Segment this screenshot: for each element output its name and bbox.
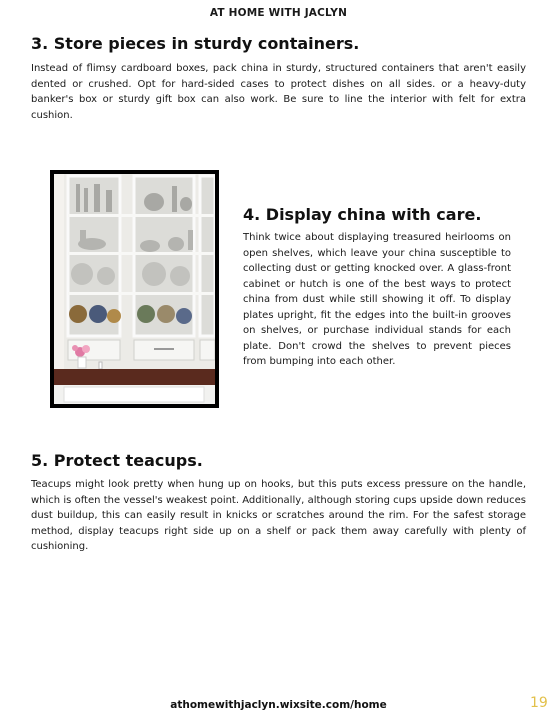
section-3-heading: 3. Store pieces in sturdy containers. <box>31 34 360 53</box>
section-4-body: Think twice about displaying treasured heirlooms on open shelves, which leave your china susceptible to collecting dust or getting knocked over. A glass-front cabinet or hutch is one of the best ways to protect china from dust while still showing it off. To display plates upright, fit the edges into the built-in grooves on shelves, or purchase individual stands for each plate. Don't crowd the shelves to prevent pieces from bumping into each other. <box>243 232 511 367</box>
china-cabinet-photo <box>50 170 219 408</box>
page-header-title: AT HOME WITH JACLYN <box>209 7 348 19</box>
section-5-heading: 5. Protect teacups. <box>31 451 203 470</box>
section-5-body: Teacups might look pretty when hung up on hooks, but this puts excess pressure on the handle, which is often the vessel's weakest point. Additionally, although storing cups upside down reduces dust buildup, this can easily result in knicks or scratches around the rim. For the safest storage method, display teacups right side up on a shelf or pack them away carefully with plenty of cushioning. <box>31 479 526 552</box>
footer-website-link[interactable]: athomewithjaclyn.wixsite.com/home <box>170 699 387 711</box>
section-3-body: Instead of flimsy cardboard boxes, pack china in sturdy, structured containers that aren't easily dented or crushed. Opt for hard-sided cases to protect dishes on all sides. or a heavy-duty banker's box or sturdy gift box can also work. Be sure to line the interior with felt for extra cushion. <box>31 63 526 121</box>
section-4-heading: 4. Display china with care. <box>243 205 482 224</box>
page-number: 19 <box>530 695 548 711</box>
